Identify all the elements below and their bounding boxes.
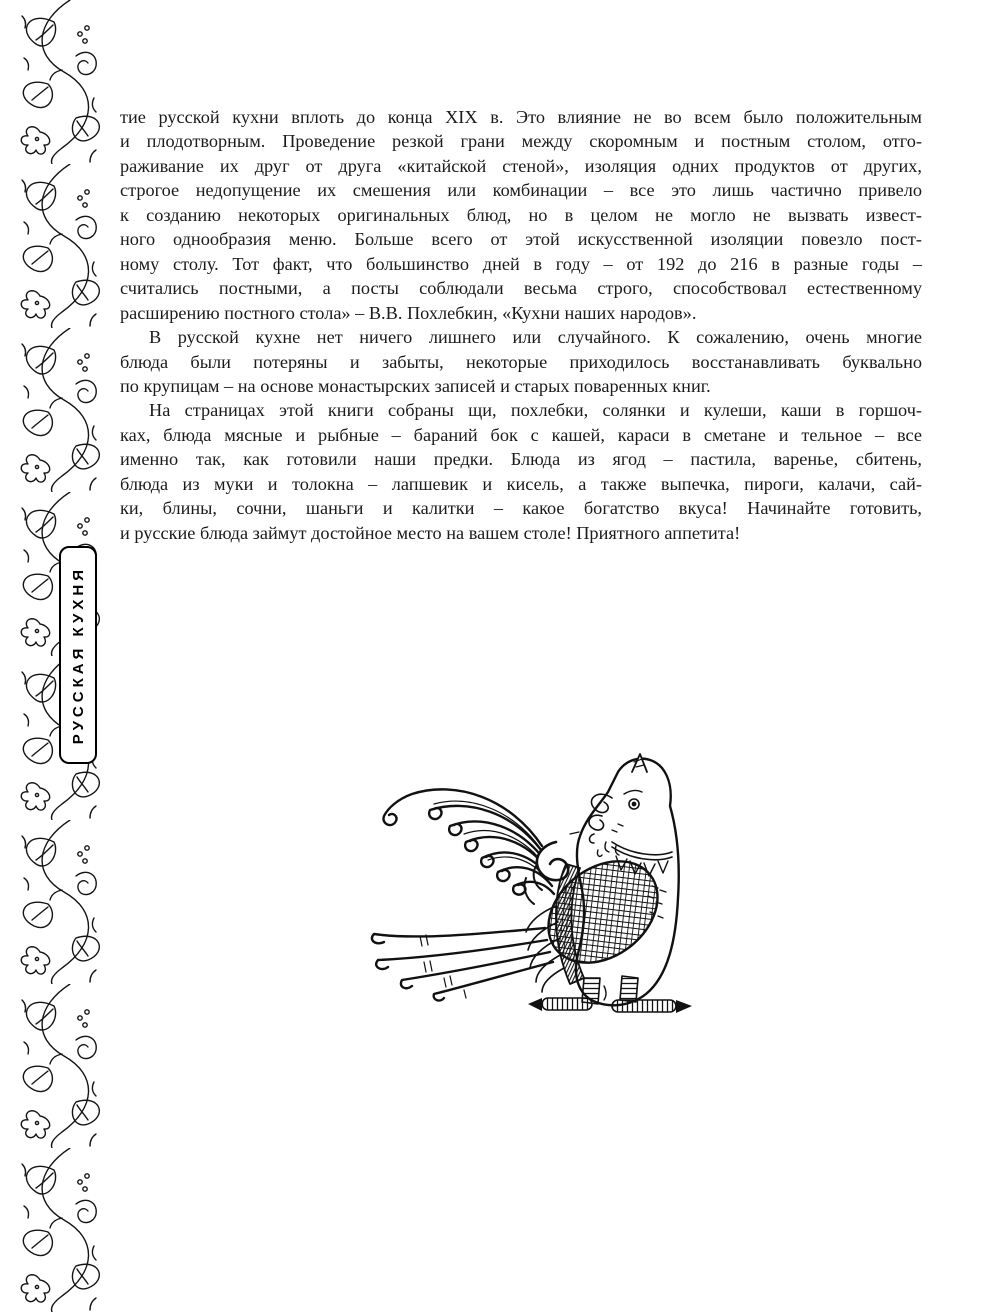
paragraph bbox=[120, 105, 922, 325]
text-line: ного однообразия меню. Больше всего от этой искусственной изоляции повезло пост- bbox=[120, 229, 922, 250]
body-text bbox=[120, 105, 922, 545]
text-line: к созданию некоторых оригинальных блюд, но в целом не могло не вызвать извест- bbox=[120, 204, 922, 225]
text-line: ному столу. Тот факт, что большинство дней в году – от 192 до 216 в разные годы – bbox=[120, 253, 922, 274]
spine-label: РУССКАЯ КУХНЯ bbox=[69, 565, 87, 745]
text-line: раживание их друг от друга «китайской стеной», изоляция одних продуктов от других, bbox=[120, 155, 922, 176]
text-line: строгое недопущение их смешения или комбинации – все это лишь частично привело bbox=[120, 180, 922, 201]
firebird-illustration bbox=[360, 746, 700, 1014]
text-line: блюда были потеряны и забыты, некоторые приходилось восстанавливать буквально bbox=[120, 351, 922, 372]
text-line: расширению постного стола» – В.В. Похлебкин, «Кухни наших народов». bbox=[120, 302, 697, 323]
paragraph bbox=[120, 398, 922, 545]
text-line: блюда из муки и толокна – лапшевик и кисель, а также выпечка, пироги, калачи, сай- bbox=[120, 473, 922, 494]
text-line: и плодотворным. Проведение резкой грани между скоромным и постным столом, отго- bbox=[120, 131, 922, 152]
text-line: ках, блюда мясные и рыбные – бараний бок с кашей, караси в сметане и тельное – все bbox=[120, 424, 922, 445]
text-line: На страницах этой книги собраны щи, похлебки, солянки и кулеши, каши в горшоч- bbox=[149, 400, 922, 421]
text-line: по крупицам – на основе монастырских записей и старых поваренных книг. bbox=[120, 375, 711, 396]
text-line: ки, блины, сочни, шаньги и калитки – какое богатство вкуса! Начинайте готовить, bbox=[120, 498, 922, 519]
text-line: считались постными, а посты соблюдали весьма строго, способствовал естественному bbox=[120, 278, 922, 299]
text-line: именно так, как готовили наши предки. Блюда из ягод – пастила, варенье, сбитень, bbox=[120, 449, 922, 470]
paragraph bbox=[120, 325, 922, 398]
text-line: В русской кухне нет ничего лишнего или случайного. К сожалению, очень многие bbox=[149, 327, 922, 348]
text-line: тие русской кухни вплоть до конца XIX в. Это влияние не во всем было положительным bbox=[120, 107, 922, 127]
text-line: и русские блюда займут достойное место на вашем столе! Приятного аппетита! bbox=[120, 522, 741, 543]
spine-label-tab bbox=[59, 546, 97, 764]
